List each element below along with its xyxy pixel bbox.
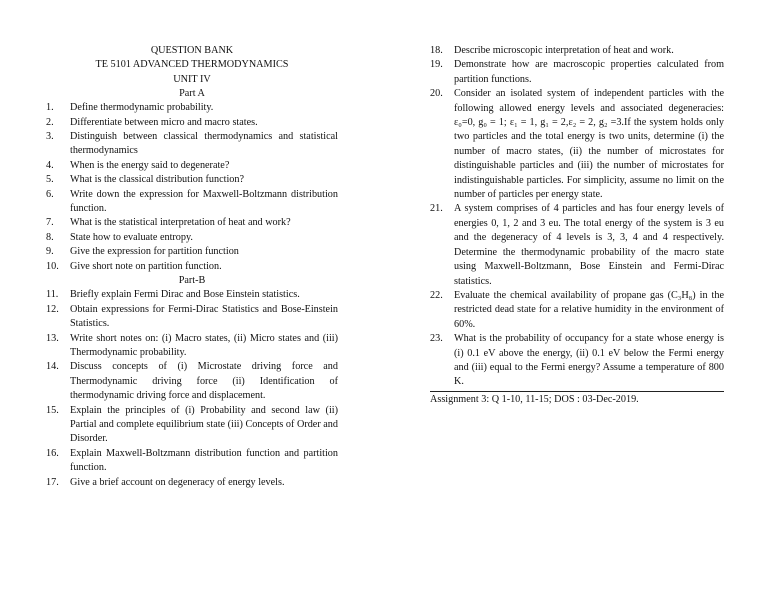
question-item: [46, 159, 338, 173]
question-item: [46, 288, 338, 302]
question-text: Define thermodynamic probability.: [70, 102, 214, 114]
question-text: Distinguish between classical thermodynamics and statistical thermodynamics: [70, 131, 338, 157]
question-text: Differentiate between micro and macro states.: [70, 116, 258, 128]
question-text: Write down the expression for Maxwell-Boltzmann distribution function.: [70, 188, 338, 215]
question-number: 2.: [46, 116, 54, 128]
question-text: Give short note on partition function.: [70, 260, 222, 272]
question-text: Demonstrate how are macroscopic properties calculated from partition functions.: [454, 59, 724, 85]
question-text: Consider an isolated system of independent particles with the following allowed energy levels and associated degeneracies: ε₀=0, g₀ = 1; ε₁ = 1, g₁ = 2,ε₂ = 2, g₂ =3.If the system holds only two particles and the total energy is two units, determine (i) the number of macro states, (ii) the number of microstates for distinguishable particles and (iii) the number of microstates for indistinguishable particles. For simplicity, assume no limit on the number of particles per energy state.: [454, 88, 724, 201]
question-item: [46, 173, 338, 187]
question-number: 17.: [46, 476, 59, 488]
question-text: Give a brief account on degeneracy of energy levels.: [70, 476, 285, 488]
question-number: 8.: [46, 231, 54, 243]
question-text: Obtain expressions for Fermi-Dirac Statistics and Bose-Einstein Statistics.: [70, 303, 338, 330]
question-item: [46, 447, 338, 476]
question-item: [430, 202, 724, 288]
question-number: 11.: [46, 289, 59, 301]
doc-title: QUESTION BANK: [150, 45, 234, 56]
question-text: Give the expression for partition function: [70, 246, 239, 258]
course-title: TE 5101 ADVANCED THERMODYNAMICS: [95, 59, 289, 71]
question-item: [46, 188, 338, 217]
part-b-heading: Part-B: [178, 275, 206, 287]
question-number: 10.: [46, 260, 59, 272]
part-b-list-left: [46, 288, 338, 490]
question-item: [46, 116, 338, 130]
question-number: 19.: [430, 59, 443, 71]
question-number: 16.: [46, 447, 59, 459]
question-item: [430, 87, 724, 202]
unit-title: UNIT IV: [173, 73, 211, 85]
question-number: 21.: [430, 203, 443, 215]
question-number: 15.: [46, 404, 59, 416]
question-item: [46, 360, 338, 403]
question-number: 14.: [46, 361, 59, 373]
question-item: [430, 44, 724, 58]
part-a-list: [46, 101, 338, 274]
question-number: 9.: [46, 246, 54, 258]
question-number: 7.: [46, 217, 54, 229]
question-item: [430, 289, 724, 332]
question-text: State how to evaluate entropy.: [70, 231, 193, 243]
question-number: 5.: [46, 174, 54, 186]
question-number: 13.: [46, 332, 59, 344]
question-item: [46, 130, 338, 159]
part-a-heading: Part A: [179, 87, 205, 99]
question-item: [430, 58, 724, 87]
question-number: 20.: [430, 88, 443, 100]
question-text: Explain the principles of (i) Probability and second law (ii) Partial and complete equilibrium state (iii) Concepts of Order and Disorder.: [70, 404, 338, 445]
question-text: Briefly explain Fermi Dirac and Bose Einstein statistics.: [70, 289, 300, 301]
part-b-list-right: [430, 44, 724, 390]
right-column: [430, 44, 724, 406]
question-item: [46, 332, 338, 361]
question-text: What is the statistical interpretation of heat and work?: [70, 217, 291, 229]
question-text: When is the energy said to degenerate?: [70, 159, 230, 171]
question-item: [46, 216, 338, 230]
question-text: Write short notes on: (i) Macro states, (ii) Micro states and (iii) Thermodynamic probability.: [70, 332, 338, 358]
question-number: 23.: [430, 333, 443, 345]
assignment-note: Assignment 3: Q 1-10, 11-15; DOS : 03-Dec-2019.: [430, 391, 724, 406]
question-text: Evaluate the chemical availability of propane gas (C₃H₈) in the restricted dead state for a relative humidity in the environment of 60%.: [454, 289, 724, 330]
question-number: 12.: [46, 303, 59, 315]
question-item: [46, 260, 338, 274]
question-item: [46, 245, 338, 259]
question-number: 18.: [430, 45, 443, 56]
question-text: Explain Maxwell-Boltzmann distribution function and partition function.: [70, 447, 338, 474]
question-number: 4.: [46, 159, 54, 171]
question-text: Discuss concepts of (i) Microstate driving force and Thermodynamic driving force (ii) Identification of thermodynamic driving force and displacement.: [70, 361, 338, 402]
question-number: 3.: [46, 131, 54, 142]
question-text: Describe microscopic interpretation of heat and work.: [454, 45, 674, 56]
question-item: [46, 101, 338, 115]
left-column: [46, 44, 338, 490]
question-text: What is the probability of occupancy for a state whose energy is (i) 0.1 eV above the energy, (ii) 0.1 eV below the Fermi energy and (iii) equal to the Fermi energy? Assume a temperature of 800 K.: [454, 333, 724, 388]
question-item: [46, 476, 338, 490]
question-number: 6.: [46, 188, 54, 200]
question-number: 1.: [46, 102, 54, 114]
question-item: [430, 332, 724, 390]
question-item: [46, 303, 338, 332]
question-number: 22.: [430, 289, 443, 301]
question-text: What is the classical distribution function?: [70, 174, 244, 186]
question-item: [46, 404, 338, 447]
question-item: [46, 231, 338, 245]
question-text: A system comprises of 4 particles and has four energy levels of energies 0, 1, 2 and 3 eu. The total energy of the system is 3 eu and the degeneracy of 4 levels is 3, 3, 4 and 4 respectively. Determine the thermodynamic probability of the macro state using Maxwell-Boltzmann, Bose Einstein and Fermi-Dirac statistics.: [454, 203, 724, 287]
